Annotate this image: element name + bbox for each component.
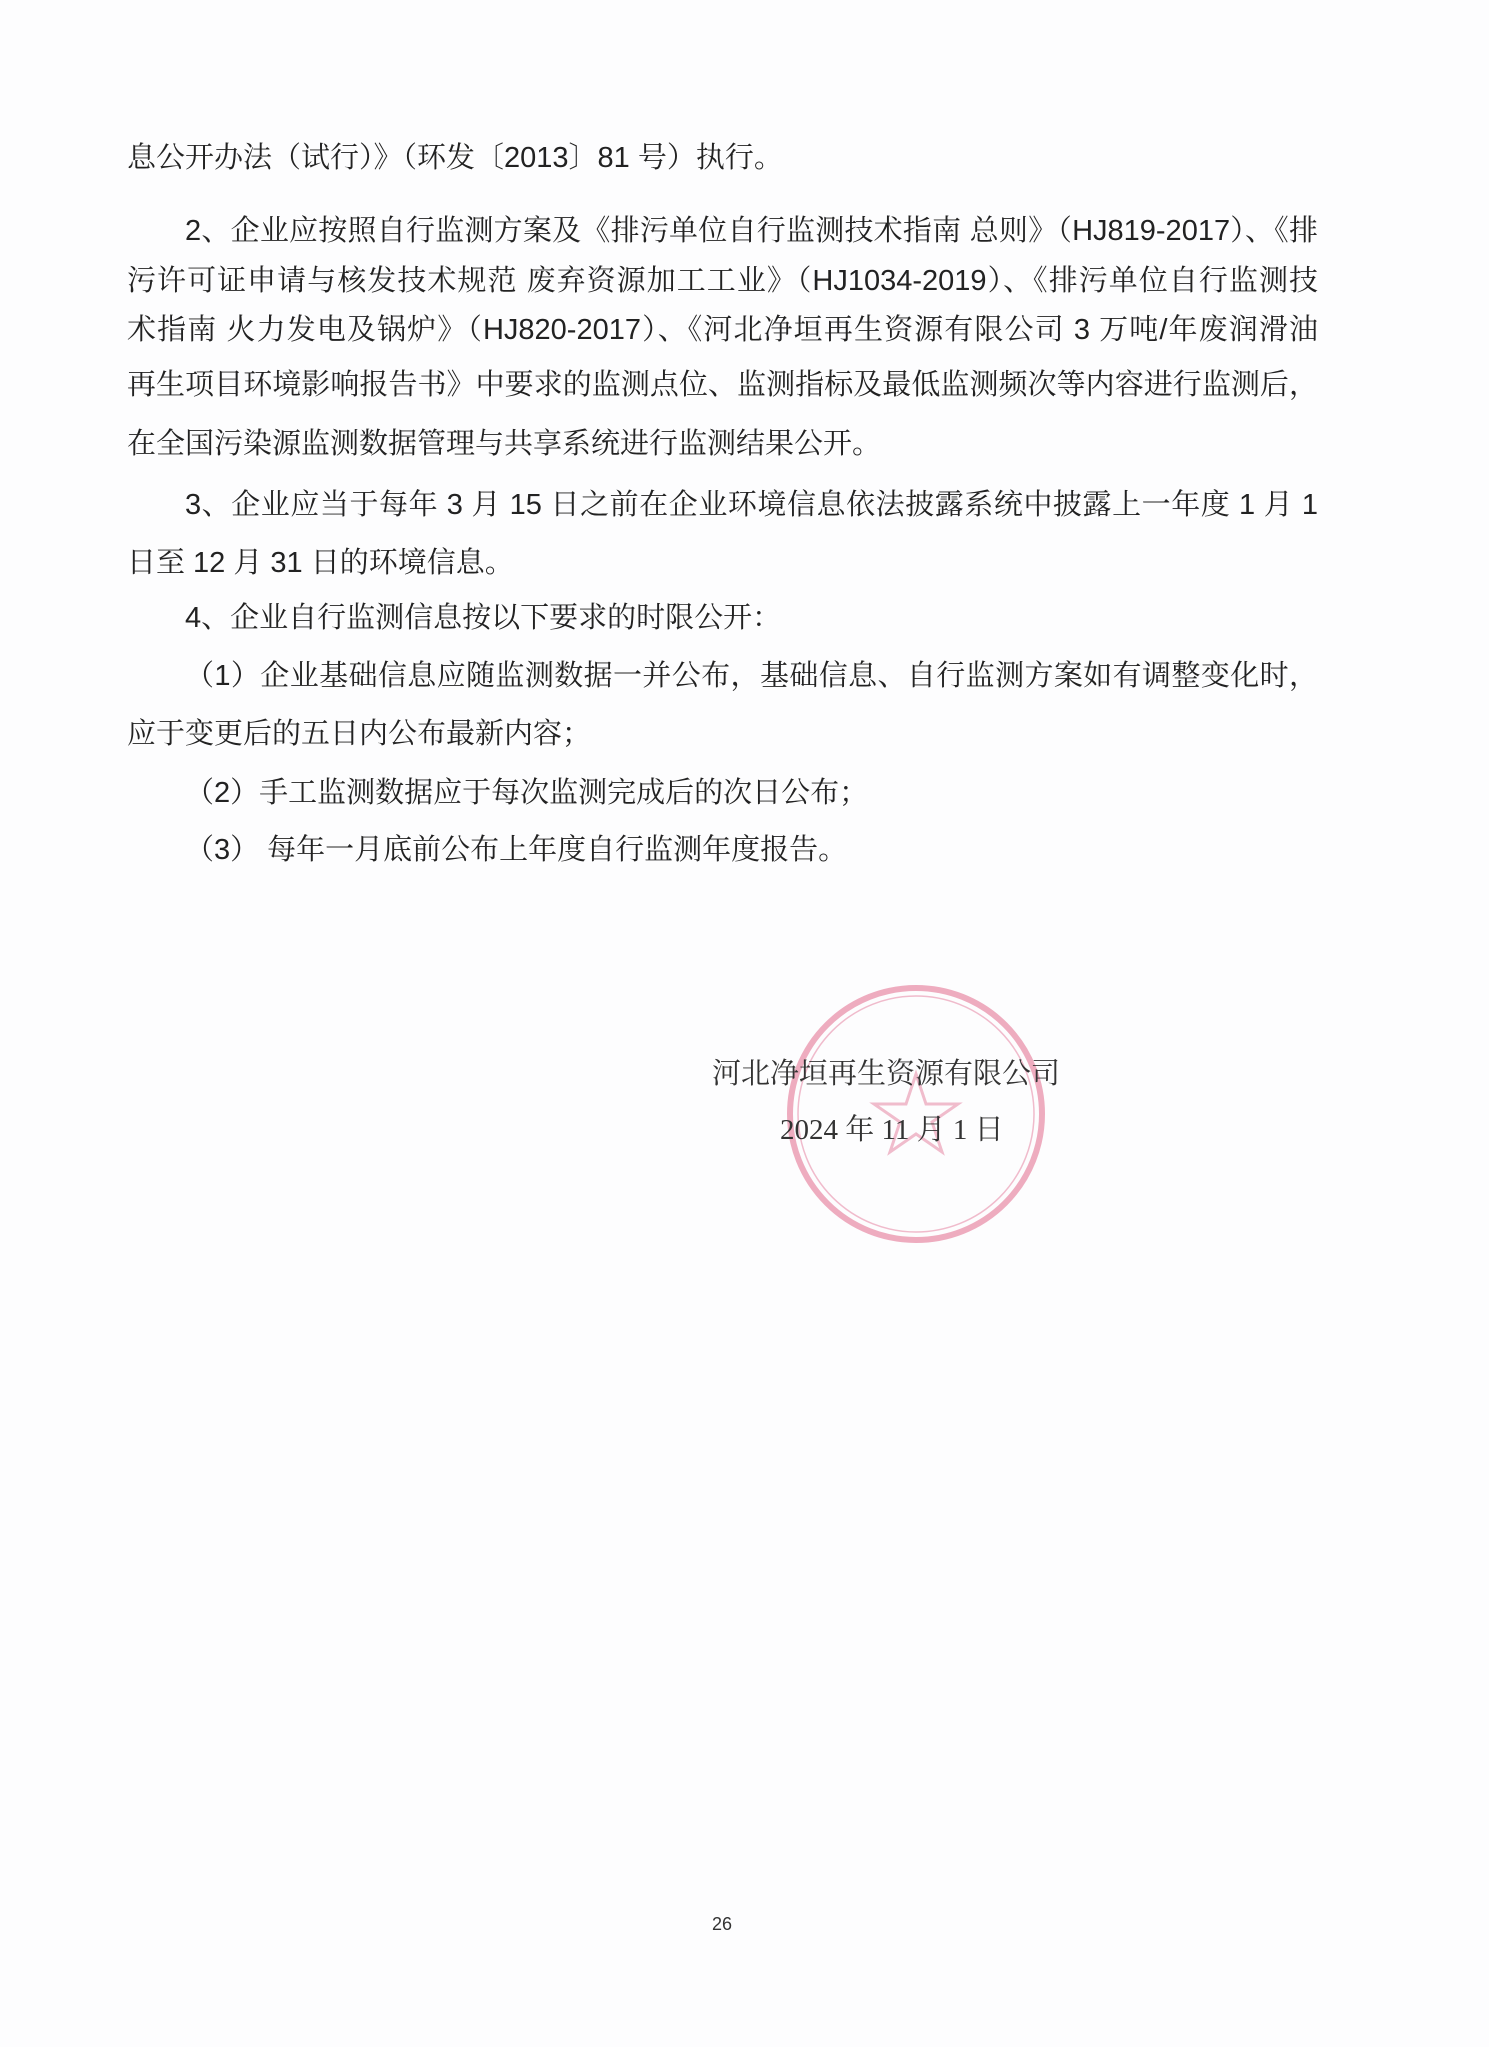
paragraph-line: （3） 每年一月底前公布上年度自行监测年度报告。 — [185, 834, 848, 866]
paragraph-line: 应于变更后的五日内公布最新内容； — [127, 718, 592, 750]
paragraph-line: （2）手工监测数据应于每次监测完成后的次日公布； — [185, 777, 869, 809]
paragraph-line: 日至 12 月 31 日的环境信息。 — [127, 547, 514, 579]
paragraph-line: 3、企业应当于每年 3 月 15 日之前在企业环境信息依法披露系统中披露上一年度 1 月 1 — [185, 489, 1319, 521]
paragraph-line: 2、企业应按照自行监测方案及《排污单位自行监测技术指南 总则》（HJ819-2017）、《排 — [185, 215, 1318, 247]
paragraph-line: 息公开办法（试行）》（环发〔2013〕81 号）执行。 — [127, 142, 783, 174]
paragraph-line: 再生项目环境影响报告书》中要求的监测点位、监测指标及最低监测频次等内容进行监测后， — [127, 369, 1318, 401]
paragraph-line: 污许可证申请与核发技术规范 废弃资源加工工业》（HJ1034-2019）、《排污单位自行监测技 — [127, 265, 1318, 297]
paragraph-line: （1）企业基础信息应随监测数据一并公布，基础信息、自行监测方案如有调整变化时， — [185, 660, 1318, 692]
paragraph-line: 4、企业自行监测信息按以下要求的时限公开： — [185, 602, 782, 634]
page-number: 26 — [712, 1914, 733, 1934]
signature-company: 河北净垣再生资源有限公司 — [712, 1058, 1061, 1090]
paragraph-line: 在全国污染源监测数据管理与共享系统进行监测结果公开。 — [127, 428, 882, 460]
signature-date: 2024 年 11 月 1 日 — [780, 1114, 1004, 1146]
paragraph-line: 术指南 火力发电及锅炉》（HJ820-2017）、《河北净垣再生资源有限公司 3 万吨/年废润滑油 — [127, 314, 1318, 346]
